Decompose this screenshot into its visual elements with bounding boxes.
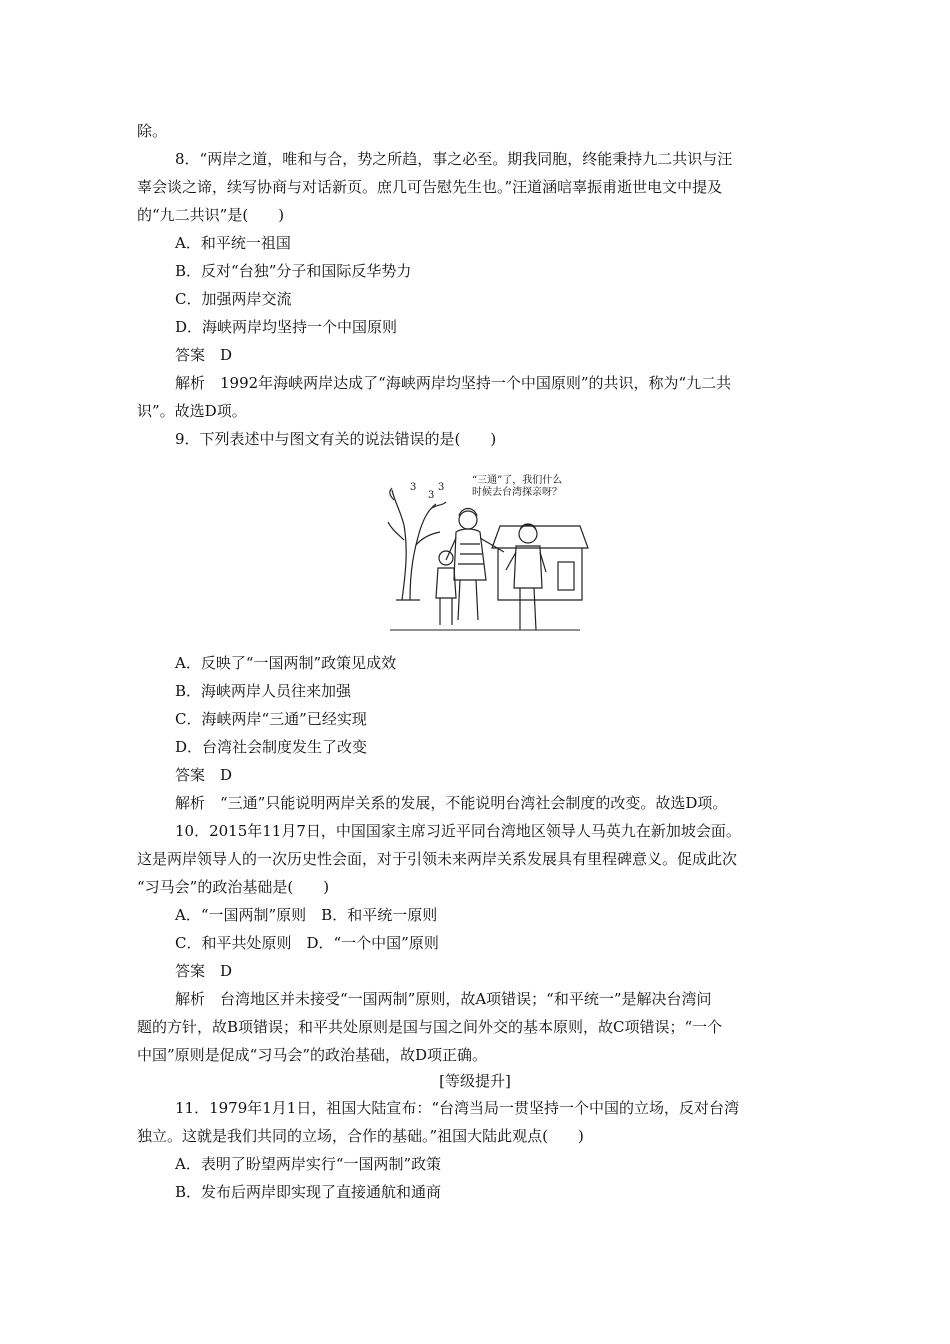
question-10-options-cd: C．和平共处原则 D．“一个中国”原则 [175,934,439,952]
question-10-analysis-line-1: 解析 台湾地区并未接受“一国两制”原则，故A项错误；“和平统一”是解决台湾问 [175,990,712,1008]
question-8-option-a: A．和平统一祖国 [175,234,291,252]
question-8-analysis-line-2: 识”。故选D项。 [137,402,247,420]
question-8-option-b: B．反对“台独”分子和国际反华势力 [175,262,412,280]
cartoon-svg [380,470,590,640]
question-11-line-1: 11．1979年1月1日，祖国大陆宣布：“台湾当局一贯坚持一个中国的立场，反对台湾 [175,1099,740,1117]
tree-doodle-3: 3 [438,482,445,493]
question-8-option-c: C．加强两岸交流 [175,290,292,308]
question-8-line-1: 8．“两岸之道，唯和与合，势之所趋，事之必至。期我同胞，终能秉持九二共识与汪 [175,150,733,168]
question-9-stem: 9．下列表述中与图文有关的说法错误的是( ) [175,430,497,448]
tree-doodle-1: 3 [410,482,417,493]
question-9-answer: 答案 D [175,766,233,784]
question-10-line-3: “习马会”的政治基础是( ) [137,878,330,896]
section-heading: [等级提升] [439,1072,511,1090]
question-10-line-2: 这是两岸领导人的一次历史性会面，对于引领未来两岸关系发展具有里程碑意义。促成此次 [137,850,738,868]
question-10-analysis-line-3: 中国”原则是促成“习马会”的政治基础，故D项正确。 [137,1046,488,1064]
question-10-line-1: 10．2015年11月7日，中国国家主席习近平同台湾地区领导人马英九在新加坡会面。 [175,822,741,840]
man-figure [506,524,546,630]
question-8-line-3: 的“九二共识”是( ) [137,206,285,224]
question-9-option-a: A．反映了“一国两制”政策见成效 [175,654,397,672]
house-drawing [492,526,588,600]
question-8-answer: 答案 D [175,346,233,364]
text-line-continuation: 除。 [137,122,168,140]
question-8-option-d: D．海峡两岸均坚持一个中国原则 [175,318,398,336]
cartoon-illustration [380,470,590,640]
question-9-option-c: C．海峡两岸“三通”已经实现 [175,710,367,728]
question-11-option-a: A．表明了盼望两岸实行“一国两制”政策 [175,1155,442,1173]
question-10-answer: 答案 D [175,962,233,980]
question-9-option-d: D．台湾社会制度发生了改变 [175,738,368,756]
woman-figure [446,509,504,621]
cartoon-caption-line-2: 时候去台湾探亲呀？ [472,487,562,498]
question-11-option-b: B．发布后两岸即实现了直接通航和通商 [175,1183,442,1201]
question-11-line-2: 独立。这就是我们共同的立场，合作的基础。”祖国大陆此观点( ) [137,1127,584,1145]
question-10-analysis-line-2: 题的方针，故B项错误；和平共处原则是国与国之间外交的基本原则，故C项错误；“一个 [137,1018,723,1036]
question-9-option-b: B．海峡两岸人员往来加强 [175,682,352,700]
cartoon-caption-line-1: “三通”了，我们什么 [472,475,563,486]
question-10-options-ab: A．“一国两制”原则 B．和平统一原则 [175,906,438,924]
question-8-line-2: 辜会谈之谛，续写协商与对话新页。庶几可告慰先生也。”汪道涵唁辜振甫逝世电文中提及 [137,178,723,196]
tree-doodle-2: 3 [428,490,435,501]
question-8-analysis-line-1: 解析 1992年海峡两岸达成了“海峡两岸均坚持一个中国原则”的共识，称为“九二共 [175,374,732,392]
question-9-analysis: 解析 “三通”只能说明两岸关系的发展，不能说明台湾社会制度的改变。故选D项。 [175,794,728,812]
child-figure [436,551,456,625]
